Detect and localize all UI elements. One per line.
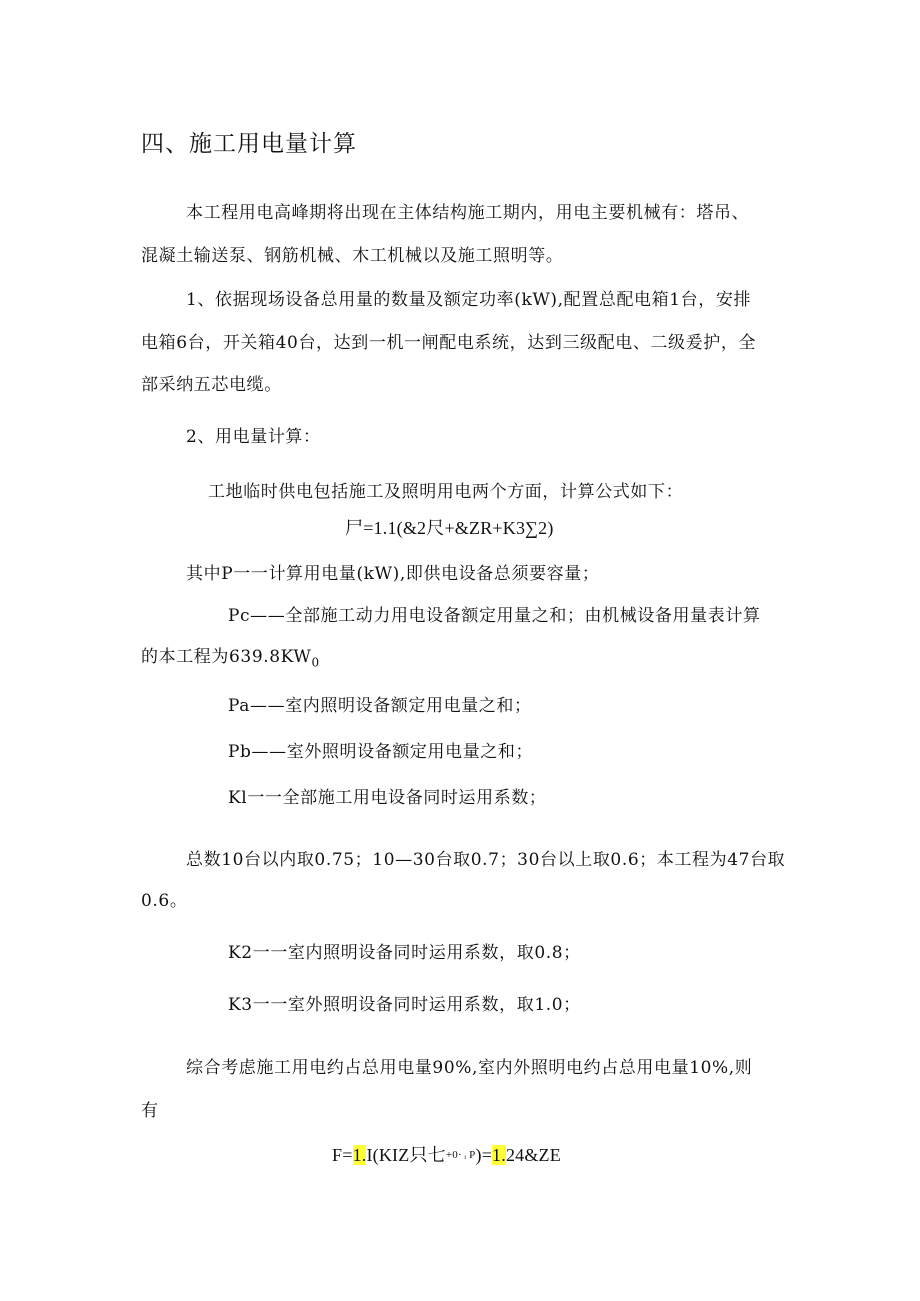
definition-k2: K2一一室内照明设备同时运用系数，取0.8； [228, 943, 581, 963]
definition-k1: Kl一一全部施工用电设备同时运用系数； [228, 788, 547, 808]
final-formula-small: +0· ᵢ P [445, 1149, 476, 1161]
definition-pb: Pb——室外照明设备额定用电量之和； [228, 742, 534, 762]
final-formula [332, 1143, 561, 1167]
count-rule-line-1: 总数10台以内取0.75；10—30台取0.7；30台以上取0.6；本工程为47台取 [186, 850, 786, 870]
final-formula-part-2: I(KIZ只七 [366, 1145, 446, 1165]
intro-line-2: 混凝土输送泵、钢筋机械、木工机械以及施工照明等。 [141, 246, 564, 266]
definition-pc-line-2 [141, 645, 320, 674]
item1-line-3: 部采纳五芯电缆。 [141, 375, 282, 395]
pc-value: 的本工程为639.8KW [141, 647, 312, 667]
final-formula-highlight-2: 1. [492, 1145, 506, 1165]
final-formula-part-1: F= [332, 1145, 353, 1165]
item2-title: 2、用电量计算： [186, 427, 321, 447]
final-formula-part-3: )= [475, 1145, 493, 1165]
definition-pa: Pa——室内照明设备额定用电量之和； [228, 696, 532, 716]
section-heading: 四、施工用电量计算 [141, 131, 357, 157]
count-rule-line-2: 0.6。 [141, 891, 188, 911]
definition-k3: K3一一室外照明设备同时运用系数，取1.0； [228, 995, 581, 1015]
item1-line-1: 1、依据现场设备总用量的数量及额定功率(kW),配置总配电箱1台，安排 [186, 290, 752, 310]
item1-line-2: 电箱6台，开关箱40台，达到一机一闸配电系统，达到三级配电、二级爰护，全 [141, 333, 757, 353]
item2-lead: 工地临时供电包括施工及照明用电两个方面，计算公式如下： [208, 482, 684, 502]
definition-pc-line-1: Pc——全部施工动力用电设备额定用量之和；由机械设备用量表计算 [228, 606, 761, 626]
intro-line-1: 本工程用电高峰期将出现在主体结构施工期内，用电主要机械有：塔吊、 [186, 203, 750, 223]
conclusion-line-1: 综合考虑施工用电约占总用电量90%,室内外照明电约占总用电量10%,则 [186, 1058, 753, 1078]
power-formula: 尸=1.1(&2尺+&ZR+K3∑2) [345, 518, 554, 538]
definition-p: 其中P一一计算用电量(kW),即供电设备总须要容量； [186, 564, 600, 584]
final-formula-highlight-1: 1. [352, 1145, 367, 1165]
pc-subscript: 0 [311, 655, 320, 670]
conclusion-line-2: 有 [141, 1101, 159, 1121]
final-formula-part-4: 24&ZE [505, 1145, 561, 1165]
